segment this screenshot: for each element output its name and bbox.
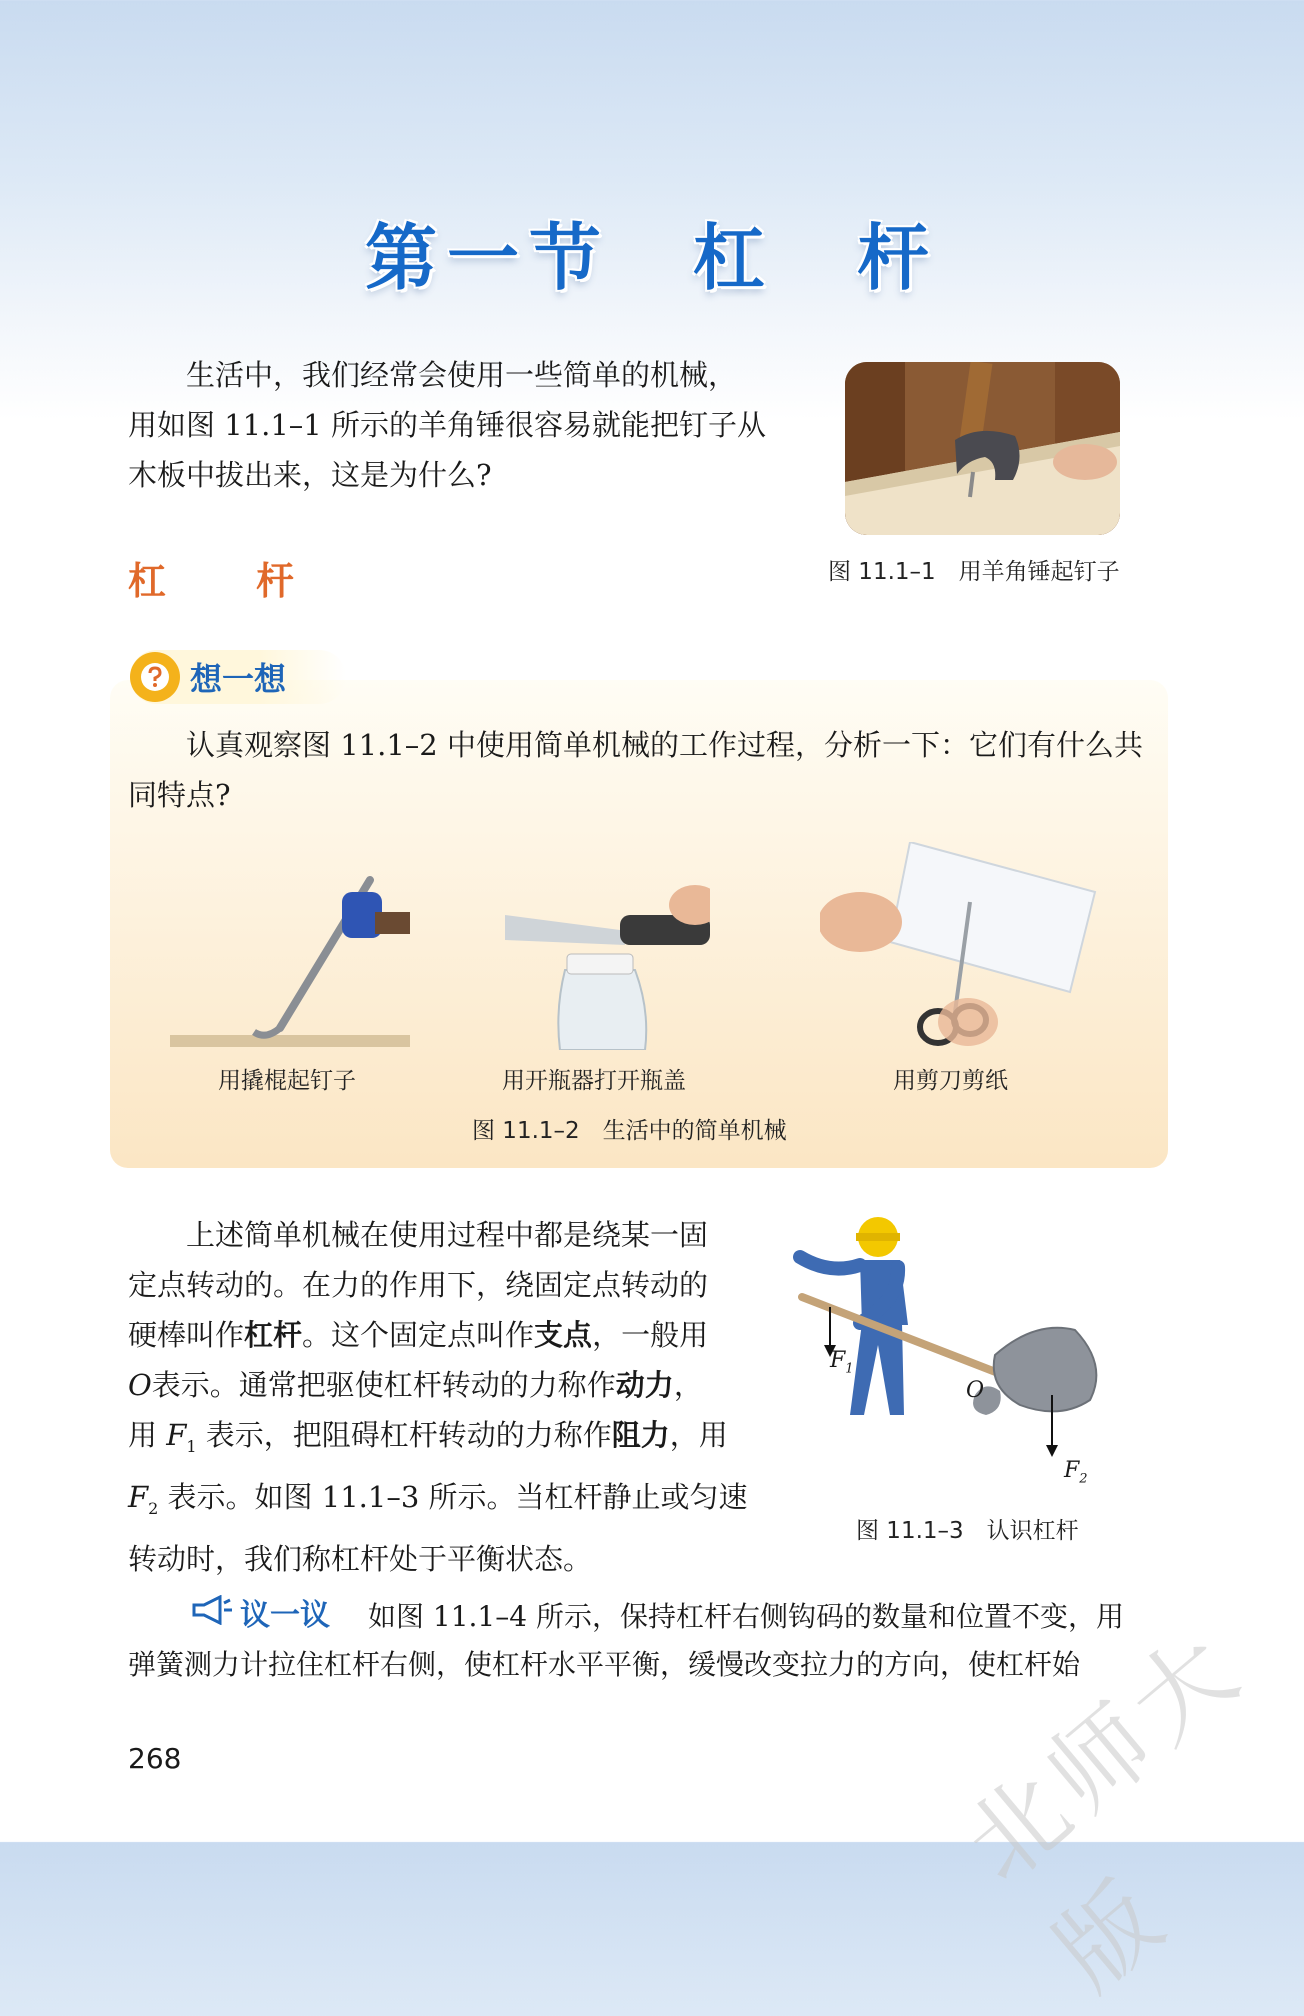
lever-line: 上述简单机械在使用过程中都是绕某一固	[186, 1218, 709, 1252]
figure-item-label: 用撬棍起钉子	[218, 1068, 356, 1094]
symbol-f: F	[128, 1479, 149, 1514]
text: ，一般用	[592, 1318, 709, 1352]
intro-line: 生活中，我们经常会使用一些简单的机械，	[186, 358, 738, 392]
text: 表示，把阻碍杠杆转动的力称作	[196, 1418, 612, 1452]
figure-item-label: 用剪刀剪纸	[893, 1068, 1008, 1094]
term-resistance: 阻力	[611, 1418, 670, 1452]
think-paragraph	[128, 720, 1158, 820]
subscript: 2	[148, 1498, 159, 1518]
intro-line: 用如图 11.1–1 所示的羊角锤很容易就能把钉子从	[128, 408, 766, 442]
text: 表示。通常把驱使杠杆转动的力称作	[151, 1368, 616, 1402]
label-f1	[830, 1348, 854, 1376]
symbol-f: F	[1064, 1458, 1080, 1483]
hammer-nail-illustration	[845, 362, 1120, 535]
discuss-line: 弹簧测力计拉住杠杆右侧，使杠杆水平平衡，缓慢改变拉力的方向，使杠杆始	[128, 1648, 1081, 1681]
label-o: O	[966, 1378, 985, 1403]
discuss-label	[190, 1590, 330, 1634]
lever-line: 转动时，我们称杠杆处于平衡状态。	[128, 1541, 593, 1576]
intro-paragraph	[128, 350, 788, 500]
symbol-f: F	[166, 1418, 187, 1452]
bottle-opener-image	[505, 870, 710, 1050]
text: 。这个固定点叫作	[302, 1318, 535, 1352]
page-number: 268	[128, 1742, 182, 1775]
think-line: 认真观察图 11.1–2 中使用简单机械的工作过程，分析一下：它们有什么共	[186, 728, 1143, 762]
scissors-paper-image	[820, 842, 1100, 1052]
think-label	[130, 650, 346, 704]
head-question-icon	[130, 652, 180, 702]
megaphone-icon	[190, 1595, 234, 1629]
lever-paragraph	[128, 1210, 748, 1584]
symbol-f: F	[830, 1348, 846, 1373]
term-lever: 杠杆	[244, 1318, 303, 1352]
lever-line: 定点转动的。在力的作用下，绕固定点转动的	[128, 1268, 709, 1302]
lever-line	[128, 1410, 748, 1472]
lever-line	[128, 1472, 748, 1534]
figure-item-label: 用开瓶器打开瓶盖	[502, 1068, 686, 1094]
term-effort: 动力	[615, 1368, 674, 1402]
text: ，	[673, 1368, 703, 1402]
figure-caption: 图 11.1–2 生活中的简单机械	[472, 1118, 787, 1144]
discuss-line: 如图 11.1–4 所示，保持杠杆右侧钩码的数量和位置不变，用	[368, 1600, 1124, 1633]
subscript: 2	[1079, 1471, 1088, 1487]
label-f2	[1064, 1458, 1088, 1486]
subscript: 1	[845, 1361, 854, 1377]
text: ，用	[669, 1418, 728, 1452]
term-fulcrum: 支点	[534, 1318, 593, 1352]
figure-caption: 图 11.1–3 认识杠杆	[856, 1518, 1079, 1544]
page-title: 第一节 杠 杆	[364, 216, 939, 300]
think-line: 同特点?	[128, 778, 231, 812]
think-label-text: 想一想	[190, 660, 287, 698]
text: 表示。如图 11.1–3 所示。当杠杆静止或匀速	[158, 1479, 748, 1514]
section-heading: 杠 杆	[128, 559, 321, 603]
text: 用	[128, 1418, 167, 1452]
crowbar-image	[170, 870, 410, 1050]
hammer-nail-photo	[845, 362, 1120, 535]
text: 硬棒叫作	[128, 1318, 245, 1352]
intro-line: 木板中拔出来，这是为什么?	[128, 458, 492, 492]
publisher-watermark: 北师大版	[944, 1608, 1266, 2013]
figure-caption: 图 11.1–1 用羊角锤起钉子	[828, 559, 1120, 585]
lever-line	[128, 1360, 748, 1410]
discuss-label-text: 议一议	[240, 1598, 330, 1633]
lever-line	[128, 1310, 748, 1360]
subscript: 1	[186, 1436, 197, 1456]
symbol-o: O	[128, 1368, 152, 1402]
